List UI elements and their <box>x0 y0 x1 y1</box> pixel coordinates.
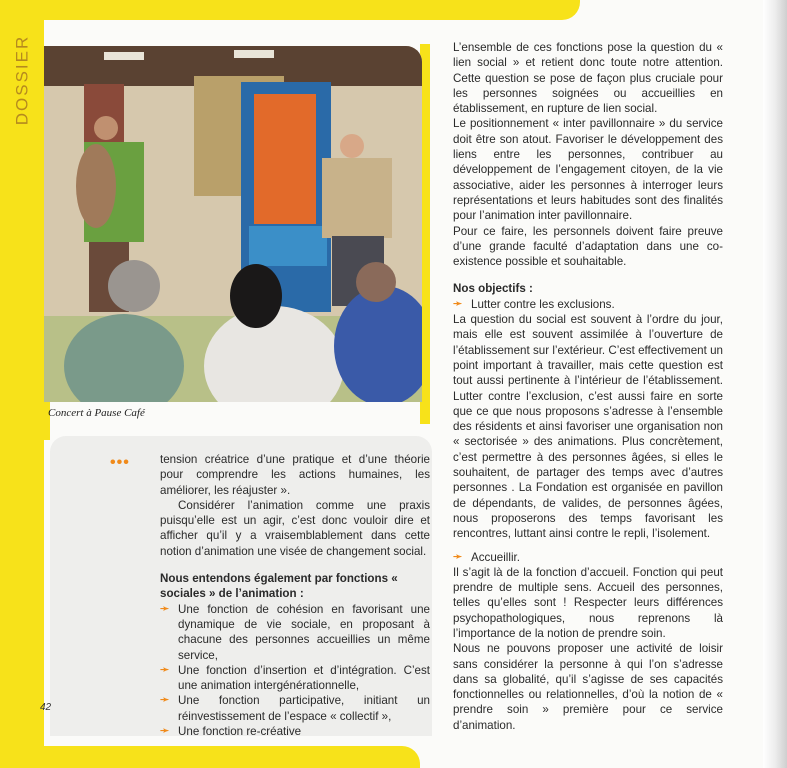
list-item: ➛ Une fonction d’insertion et d’intégration. C’est une animation intergénérationnelle, <box>160 663 430 693</box>
yellow-accent <box>44 400 50 440</box>
page-curl <box>763 0 787 768</box>
list-item: ➛ Une fonction participative, initiant un réinvestissement de l’espace « collectif », <box>160 694 430 723</box>
concert-photo <box>44 46 422 402</box>
paragraph: Considérer l’animation comme une praxis puisqu’elle est un agir, c’est donc vouloir dire et afficher qu’il y a vraisemblablement dans cette notion d’animation une visée de changement social. <box>160 498 430 558</box>
paragraph: Nous ne pouvons proposer une activité de loisir sans considérer la personne à qui l’on s’adresse dans sa globalité, qu’il s’agisse de ses capacités fonctionnelles ou relationnelles, d’où la notion de « prendre soin » première pour ce service d’animation. <box>453 642 723 732</box>
list-item: ➛ Une fonction re-créative <box>160 725 302 739</box>
arrow-icon: ➛ <box>160 602 170 615</box>
section-label: DOSSIER <box>12 34 31 126</box>
arrow-icon: ➛ <box>160 725 170 738</box>
section-heading: Nos objectifs : <box>453 282 533 296</box>
arrow-icon: ➛ <box>453 297 463 310</box>
paragraph: Il s’agit là de la fonction d’accueil. Fonction qui peut prendre de multiple sens. Accueil des personnes, telles qu’elles sont ! Respecter leurs différences psychopathologiques, nous reprenons là l’importance de la notion de prendre soin. <box>453 565 723 640</box>
objective-item: ➛ Lutter contre les exclusions. <box>453 297 615 311</box>
paragraph: Le positionnement « inter pavillonnaire » du service doit être son atout. Favoriser le développement des liens entre les personnes, contribuer au développement de l’engagement citoyen, de la vie associative, aider les personnes à interroger leurs représentations et leurs habitudes sont des finalités pour l’animation inter pavillonnaire. <box>453 117 723 223</box>
section-heading: Nous entendons également par fonctions « sociales » de l’animation : <box>160 572 398 601</box>
right-column <box>453 40 723 733</box>
arrow-icon: ➛ <box>160 663 170 676</box>
list-item: ➛ Une fonction de cohésion en favorisant une dynamique de vie sociale, en proposant à chacune des personnes accueillies un même service, <box>160 602 430 662</box>
yellow-bottom-band <box>0 746 420 768</box>
ornament-dots: ••• <box>110 454 130 471</box>
paragraph: Pour ce faire, les personnels doivent faire preuve d’une grande faculté d’adaptation dans une co-existence possible et souhaitable. <box>453 224 723 269</box>
arrow-icon: ➛ <box>160 694 170 707</box>
arrow-icon: ➛ <box>453 550 463 563</box>
paragraph: La question du social est souvent à l’ordre du jour, mais elle est souvent assimilée à l’ouverture de l’établissement sur l’extérieur. C’est effectivement un point important à travailler, mais cette question est tout aussi pertinente à l’intérieur de l’établissement. Lutter contre l’exclusion, c’est aussi faire en sorte que ce que nous proposons s’adresse à l’ensemble des résidents et ainsi favoriser une organisation non « sectorisée » des animations. Plus concrètement, c’est permettre à des personnes âgées, si elles le souhaitent, de partager des temps avec d’autres personnes . La Fondation est organisée en pavillon de dépendants, de valides, de personnes âgées, nous proposerons des temps favorisant les rencontres, luttant ainsi contre le repli, l’isolement. <box>453 313 723 541</box>
objective-item: ➛ Accueillir. <box>453 550 520 564</box>
photo-caption: Concert à Pause Café <box>48 407 145 419</box>
yellow-top-band <box>0 0 580 20</box>
paragraph: tension créatrice d’une pratique et d’une théorie pour comprendre les actions humaines, les améliorer, les réajuster ». <box>160 453 430 497</box>
page-number: 42 <box>40 702 52 713</box>
left-column <box>160 452 430 739</box>
paragraph: L’ensemble de ces fonctions pose la question du « lien social » et retient donc toute notre attention. Cette question se pose de façon plus cruciale pour les personnes soignées ou accueillies en établissement, en rupture de lien social. <box>453 41 723 116</box>
